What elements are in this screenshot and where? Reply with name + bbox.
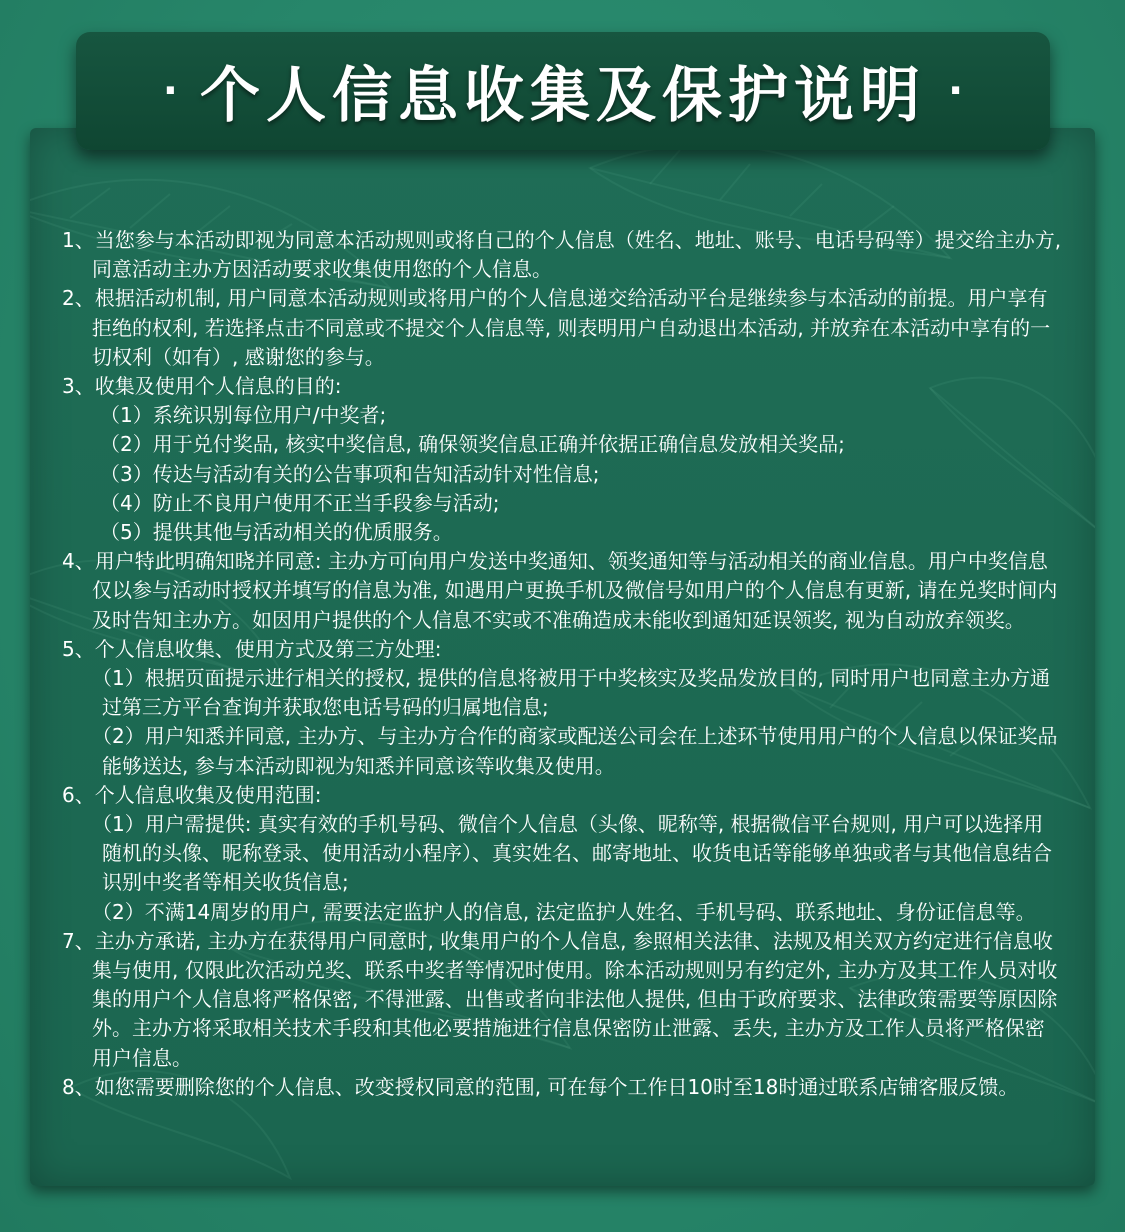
term-item-5-sub-1: （1）根据页面提示进行相关的授权, 提供的信息将被用于中奖核实及奖品发放目的, 同时用户也同意主办方通过第三方平台查询并获取您电话号码的归属地信息; [92, 666, 1051, 720]
page-title: 个人信息收集及保护说明 [200, 61, 926, 131]
term-item-3-sub-4: （4）防止不良用户使用不正当手段参与活动; [100, 490, 500, 515]
term-item-5: 5、个人信息收集、使用方式及第三方处理: [62, 636, 442, 661]
term-item-4: 4、用户特此明确知晓并同意: 主办方可向用户发送中奖通知、领奖通知等与活动相关的商业信息。用户中奖信息仅以参与活动时授权并填写的信息为准, 如遇用户更换手机及微信号如用户的个人信息有更新, 请在兑奖时间内及时告知主办方。如因用户提供的个人信息不实或不准确造成未能收到通知延误领奖, 视为自动放弃领奖。 [62, 549, 1058, 632]
term-item-7: 7、主办方承诺, 主办方在获得用户同意时, 收集用户的个人信息, 参照相关法律、法规及相关双方约定进行信息收集与使用, 仅限此次活动兑奖、联系中奖者等情况时使用。除本活动规则另有约定外, 主办方及其工作人员对收集的用户个人信息将严格保密, 不得泄露、出售或者向非法他人提供, 但由于政府要求、法律政策需要等原因除外。主办方将采取相关技术手段和其他必要措施进行信息保密防止泄露、丢失, 主办方及工作人员将严格保密用户信息。 [62, 928, 1058, 1070]
term-item-3-sub-3: （3）传达与活动有关的公告事项和告知活动针对性信息; [100, 461, 600, 486]
title-right-dot: · [948, 68, 964, 114]
terms-content [62, 226, 1062, 1102]
term-item-3-sub-1: （1）系统识别每位用户/中奖者; [100, 403, 387, 428]
term-item-6: 6、个人信息收集及使用范围: [62, 782, 322, 807]
term-item-3-sub-2: （2）用于兑付奖品, 核实中奖信息, 确保领奖信息正确并依据正确信息发放相关奖品; [100, 432, 845, 457]
term-item-2: 2、根据活动机制, 用户同意本活动规则或将用户的个人信息递交给活动平台是继续参与本活动的前提。用户享有拒绝的权利, 若选择点击不同意或不提交个人信息等, 则表明用户自动退出本活动, 并放弃在本活动中享有的一切权利（如有）, 感谢您的参与。 [62, 286, 1051, 369]
term-item-1: 1、当您参与本活动即视为同意本活动规则或将自己的个人信息（姓名、地址、账号、电话号码等）提交给主办方, 同意活动主办方因活动要求收集使用您的个人信息。 [62, 228, 1062, 282]
term-item-3: 3、收集及使用个人信息的目的: [62, 374, 342, 399]
term-item-6-sub-2: （2）不满14周岁的用户, 需要法定监护人的信息, 法定监护人姓名、手机号码、联系地址、身份证信息等。 [92, 899, 1036, 924]
title-banner [76, 32, 1050, 150]
term-item-5-sub-2: （2）用户知悉并同意, 主办方、与主办方合作的商家或配送公司会在上述环节使用用户的个人信息以保证奖品能够送达, 参与本活动即视为知悉并同意该等收集及使用。 [92, 724, 1058, 778]
term-item-8: 8、如您需要删除您的个人信息、改变授权同意的范围, 可在每个工作日10时至18时通过联系店铺客服反馈。 [62, 1074, 1019, 1099]
term-item-3-sub-5: （5）提供其他与活动相关的优质服务。 [100, 520, 453, 545]
term-item-6-sub-1: （1）用户需提供: 真实有效的手机号码、微信个人信息（头像、昵称等, 根据微信平台规则, 用户可以选择用随机的头像、昵称登录、使用活动小程序）、真实姓名、邮寄地址、收货电话等能够单独或者与其他信息结合识别中奖者等相关收货信息; [92, 812, 1052, 895]
title-left-dot: · [162, 68, 178, 114]
